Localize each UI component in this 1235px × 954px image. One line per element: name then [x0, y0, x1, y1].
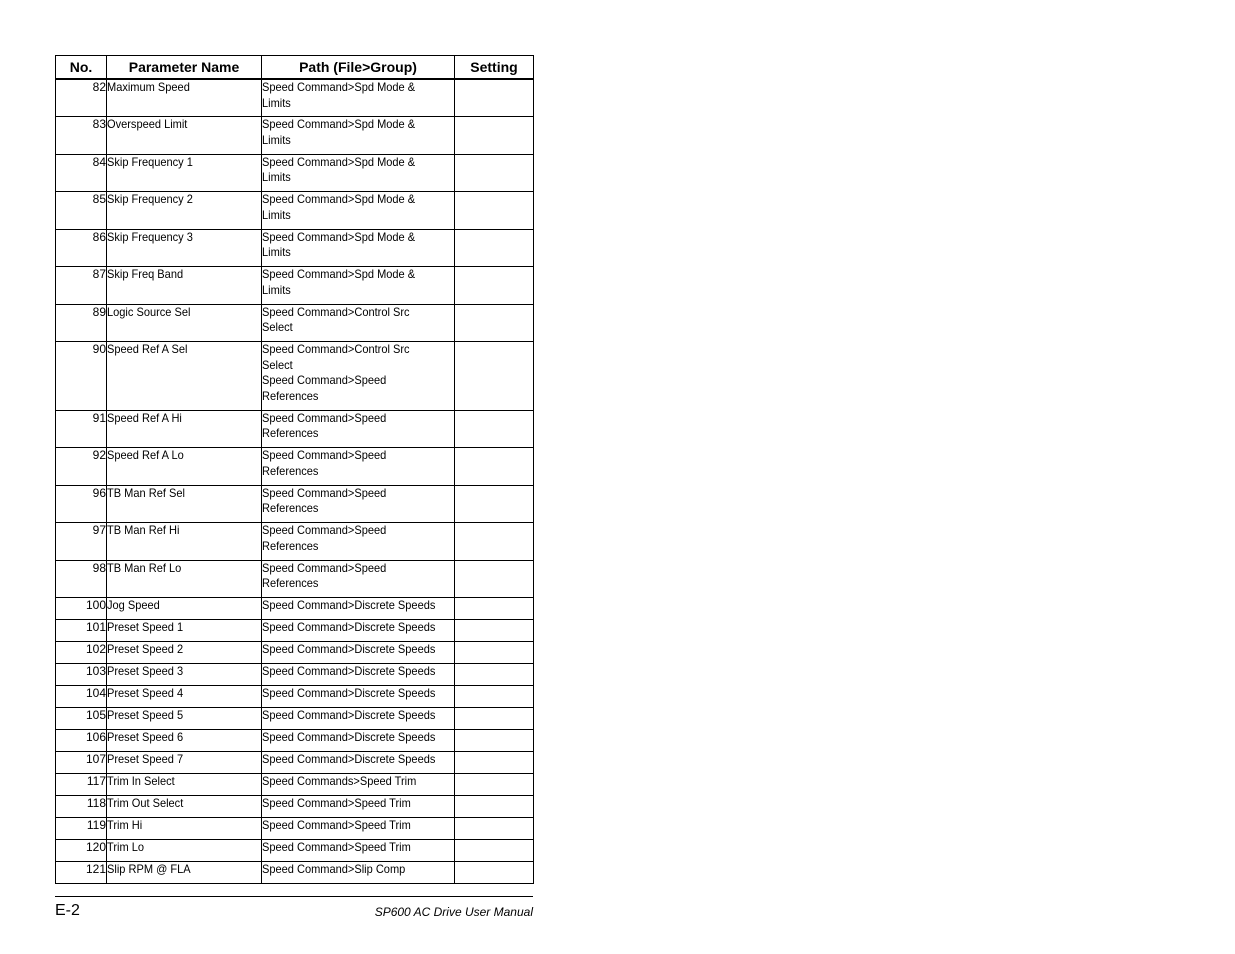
- parameter-number: 90: [56, 342, 107, 411]
- parameter-name-text: Trim Lo: [107, 840, 145, 854]
- parameter-name: [107, 598, 262, 620]
- path-line: Limits: [262, 282, 291, 297]
- parameter-path: [262, 79, 455, 117]
- parameter-name: [107, 840, 262, 862]
- path-line: Limits: [262, 132, 291, 147]
- path-line: Limits: [262, 95, 291, 110]
- setting-cell[interactable]: [455, 192, 534, 230]
- setting-cell[interactable]: [455, 708, 534, 730]
- table-row: [56, 117, 534, 155]
- parameter-number: 96: [56, 485, 107, 523]
- parameter-path: [262, 686, 455, 708]
- parameter-name: [107, 304, 262, 342]
- parameter-name: [107, 642, 262, 664]
- path-line: References: [262, 426, 319, 440]
- table-row: [56, 598, 534, 620]
- parameter-path: [262, 840, 455, 862]
- parameter-name-text: Preset Speed 6: [107, 730, 184, 744]
- parameter-path: [262, 485, 455, 523]
- path-line: Speed Command>Control Src: [262, 342, 410, 356]
- parameter-name-text: Speed Ref A Hi: [107, 410, 182, 425]
- path-line: Select: [262, 320, 293, 334]
- parameter-number: 101: [56, 620, 107, 642]
- table-row: [56, 708, 534, 730]
- path-line: Speed Command>Control Src: [262, 304, 410, 319]
- setting-cell[interactable]: [455, 818, 534, 840]
- table-row: [56, 304, 534, 342]
- table-row: [56, 642, 534, 664]
- header-no: No.: [56, 56, 107, 80]
- path-line: References: [262, 538, 319, 553]
- parameter-path: [262, 560, 455, 598]
- parameter-name-text: Preset Speed 1: [107, 620, 184, 634]
- setting-cell[interactable]: [455, 485, 534, 523]
- parameter-name: [107, 752, 262, 774]
- footer-rule: [55, 896, 533, 897]
- path-line: References: [262, 576, 319, 590]
- parameter-name: [107, 448, 262, 486]
- path-line: Speed Command>Spd Mode &: [262, 267, 416, 281]
- setting-cell[interactable]: [455, 229, 534, 267]
- path-line: Limits: [262, 207, 291, 222]
- parameter-path: [262, 192, 455, 230]
- setting-cell[interactable]: [455, 79, 534, 117]
- parameter-name-text: Skip Freq Band: [107, 267, 184, 281]
- setting-cell[interactable]: [455, 598, 534, 620]
- path-line: Speed Command>Speed: [262, 560, 387, 575]
- parameter-number: 107: [56, 752, 107, 774]
- setting-cell[interactable]: [455, 304, 534, 342]
- setting-cell[interactable]: [455, 523, 534, 561]
- path-line: Speed Command>Discrete Speeds: [262, 642, 436, 656]
- parameter-path: [262, 410, 455, 448]
- parameter-number: 100: [56, 598, 107, 620]
- parameter-number: 120: [56, 840, 107, 862]
- parameter-number: 105: [56, 708, 107, 730]
- parameter-path: [262, 730, 455, 752]
- parameter-path: [262, 708, 455, 730]
- parameter-name: [107, 79, 262, 117]
- parameter-name-text: Preset Speed 5: [107, 708, 184, 722]
- setting-cell[interactable]: [455, 840, 534, 862]
- table-row: [56, 774, 534, 796]
- parameter-path: [262, 342, 455, 411]
- parameter-name: [107, 730, 262, 752]
- table-row: [56, 79, 534, 117]
- parameter-path: [262, 796, 455, 818]
- parameter-name: [107, 117, 262, 155]
- table-body: [56, 79, 534, 884]
- path-line: Speed Command>Spd Mode &: [262, 80, 416, 94]
- parameter-path: [262, 598, 455, 620]
- parameter-name-text: Preset Speed 2: [107, 642, 184, 656]
- parameter-name-text: Preset Speed 3: [107, 664, 184, 678]
- parameter-name-text: Skip Frequency 2: [107, 192, 193, 206]
- table-row: [56, 862, 534, 884]
- path-line: Speed Command>Discrete Speeds: [262, 598, 436, 612]
- parameter-name-text: TB Man Ref Lo: [107, 560, 182, 575]
- path-line: Speed Command>Speed: [262, 373, 387, 387]
- setting-cell[interactable]: [455, 560, 534, 598]
- path-line: References: [262, 388, 319, 403]
- path-line: Speed Command>Speed: [262, 410, 387, 425]
- parameter-name: [107, 620, 262, 642]
- parameter-name: [107, 862, 262, 884]
- header-parameter-name: Parameter Name: [107, 56, 262, 80]
- path-line: Speed Command>Speed Trim: [262, 818, 411, 832]
- parameter-name-text: Slip RPM @ FLA: [107, 862, 191, 876]
- parameter-number: 92: [56, 448, 107, 486]
- table-row: [56, 620, 534, 642]
- setting-cell[interactable]: [455, 774, 534, 796]
- table-row: [56, 686, 534, 708]
- parameter-name: [107, 229, 262, 267]
- parameter-name: [107, 818, 262, 840]
- parameter-name-text: TB Man Ref Hi: [107, 523, 180, 537]
- setting-cell[interactable]: [455, 267, 534, 305]
- parameter-path: [262, 818, 455, 840]
- table-row: [56, 818, 534, 840]
- parameter-path: [262, 642, 455, 664]
- parameter-path: [262, 267, 455, 305]
- parameter-name: [107, 774, 262, 796]
- path-line: Speed Command>Discrete Speeds: [262, 730, 436, 744]
- table-row: [56, 560, 534, 598]
- path-line: References: [262, 463, 319, 478]
- parameter-name-text: Preset Speed 7: [107, 752, 184, 766]
- path-line: References: [262, 501, 319, 515]
- table-row: [56, 448, 534, 486]
- parameter-number: 102: [56, 642, 107, 664]
- path-line: Speed Command>Spd Mode &: [262, 117, 416, 131]
- setting-cell[interactable]: [455, 730, 534, 752]
- parameter-name-text: Trim In Select: [107, 774, 175, 788]
- table-row: [56, 485, 534, 523]
- parameter-path: [262, 774, 455, 796]
- parameter-name-text: Logic Source Sel: [107, 304, 191, 319]
- parameter-number: 103: [56, 664, 107, 686]
- parameter-name-text: Speed Ref A Sel: [107, 342, 188, 356]
- parameter-name: [107, 523, 262, 561]
- path-line: Limits: [262, 170, 291, 184]
- path-line: Speed Command>Discrete Speeds: [262, 664, 436, 678]
- parameter-number: 84: [56, 154, 107, 192]
- path-line: Limits: [262, 245, 291, 259]
- parameter-path: [262, 862, 455, 884]
- setting-cell[interactable]: [455, 342, 534, 411]
- setting-cell[interactable]: [455, 410, 534, 448]
- parameter-name-text: Trim Out Select: [107, 796, 184, 810]
- setting-cell[interactable]: [455, 620, 534, 642]
- parameter-name: [107, 796, 262, 818]
- table-row: [56, 342, 534, 411]
- path-line: Speed Command>Spd Mode &: [262, 229, 416, 244]
- parameter-name-text: Trim Hi: [107, 818, 143, 832]
- parameter-number: 104: [56, 686, 107, 708]
- path-line: Speed Command>Speed: [262, 448, 387, 462]
- parameter-number: 82: [56, 79, 107, 117]
- parameter-name-text: Overspeed Limit: [107, 117, 188, 131]
- parameter-path: [262, 117, 455, 155]
- parameter-number: 98: [56, 560, 107, 598]
- table-row: [56, 664, 534, 686]
- parameter-name-text: Jog Speed: [107, 598, 160, 612]
- parameter-path: [262, 752, 455, 774]
- parameter-path: [262, 620, 455, 642]
- path-line: Speed Command>Speed: [262, 523, 387, 537]
- path-line: Speed Command>Slip Comp: [262, 862, 406, 876]
- parameter-name: [107, 664, 262, 686]
- parameter-name-text: Speed Ref A Lo: [107, 448, 184, 462]
- table-header-row: [56, 56, 534, 80]
- parameter-path: [262, 154, 455, 192]
- path-line: Speed Command>Speed Trim: [262, 796, 411, 810]
- parameter-path: [262, 523, 455, 561]
- path-line: Speed Command>Speed: [262, 485, 387, 500]
- parameter-number: 106: [56, 730, 107, 752]
- parameter-name: [107, 192, 262, 230]
- parameter-number: 121: [56, 862, 107, 884]
- manual-title: SP600 AC Drive User Manual: [374, 905, 533, 919]
- path-line: Speed Commands>Speed Trim: [262, 774, 417, 788]
- parameter-name: [107, 342, 262, 411]
- table-row: [56, 267, 534, 305]
- parameter-number: 83: [56, 117, 107, 155]
- parameter-number: 87: [56, 267, 107, 305]
- table-row: [56, 840, 534, 862]
- parameter-name: [107, 485, 262, 523]
- setting-cell[interactable]: [455, 752, 534, 774]
- parameter-name-text: Skip Frequency 3: [107, 229, 193, 244]
- parameter-name-text: Maximum Speed: [107, 80, 190, 94]
- setting-cell[interactable]: [455, 686, 534, 708]
- path-line: Speed Command>Discrete Speeds: [262, 686, 436, 700]
- parameter-number: 89: [56, 304, 107, 342]
- parameter-number: 85: [56, 192, 107, 230]
- parameter-number: 97: [56, 523, 107, 561]
- parameter-name-text: TB Man Ref Sel: [107, 485, 185, 500]
- setting-cell[interactable]: [455, 448, 534, 486]
- parameter-name: [107, 267, 262, 305]
- parameter-number: 117: [56, 774, 107, 796]
- page-number: E-2: [55, 902, 80, 919]
- header-path: Path (File>Group): [262, 56, 455, 80]
- table-row: [56, 796, 534, 818]
- parameter-name-text: Preset Speed 4: [107, 686, 184, 700]
- parameter-path: [262, 448, 455, 486]
- parameter-name: [107, 708, 262, 730]
- table-row: [56, 410, 534, 448]
- parameter-name: [107, 154, 262, 192]
- parameter-path: [262, 664, 455, 686]
- parameter-table: [55, 55, 534, 884]
- table-row: [56, 229, 534, 267]
- parameter-name: [107, 560, 262, 598]
- parameter-number: 86: [56, 229, 107, 267]
- parameter-name: [107, 410, 262, 448]
- setting-cell[interactable]: [455, 154, 534, 192]
- setting-cell[interactable]: [455, 862, 534, 884]
- parameter-name-text: Skip Frequency 1: [107, 154, 193, 169]
- parameter-path: [262, 229, 455, 267]
- table-row: [56, 192, 534, 230]
- path-line: Speed Command>Spd Mode &: [262, 154, 416, 169]
- setting-cell[interactable]: [455, 117, 534, 155]
- path-line: Speed Command>Discrete Speeds: [262, 752, 436, 766]
- parameter-name: [107, 686, 262, 708]
- parameter-number: 118: [56, 796, 107, 818]
- table-row: [56, 154, 534, 192]
- parameter-path: [262, 304, 455, 342]
- setting-cell[interactable]: [455, 642, 534, 664]
- path-line: Speed Command>Speed Trim: [262, 840, 411, 854]
- table-row: [56, 730, 534, 752]
- header-setting: Setting: [455, 56, 534, 80]
- setting-cell[interactable]: [455, 664, 534, 686]
- parameter-number: 119: [56, 818, 107, 840]
- path-line: Speed Command>Discrete Speeds: [262, 708, 436, 722]
- path-line: Speed Command>Spd Mode &: [262, 192, 416, 206]
- table-row: [56, 752, 534, 774]
- setting-cell[interactable]: [455, 796, 534, 818]
- table-row: [56, 523, 534, 561]
- path-line: Speed Command>Discrete Speeds: [262, 620, 436, 634]
- parameter-number: 91: [56, 410, 107, 448]
- path-line: Select: [262, 357, 293, 372]
